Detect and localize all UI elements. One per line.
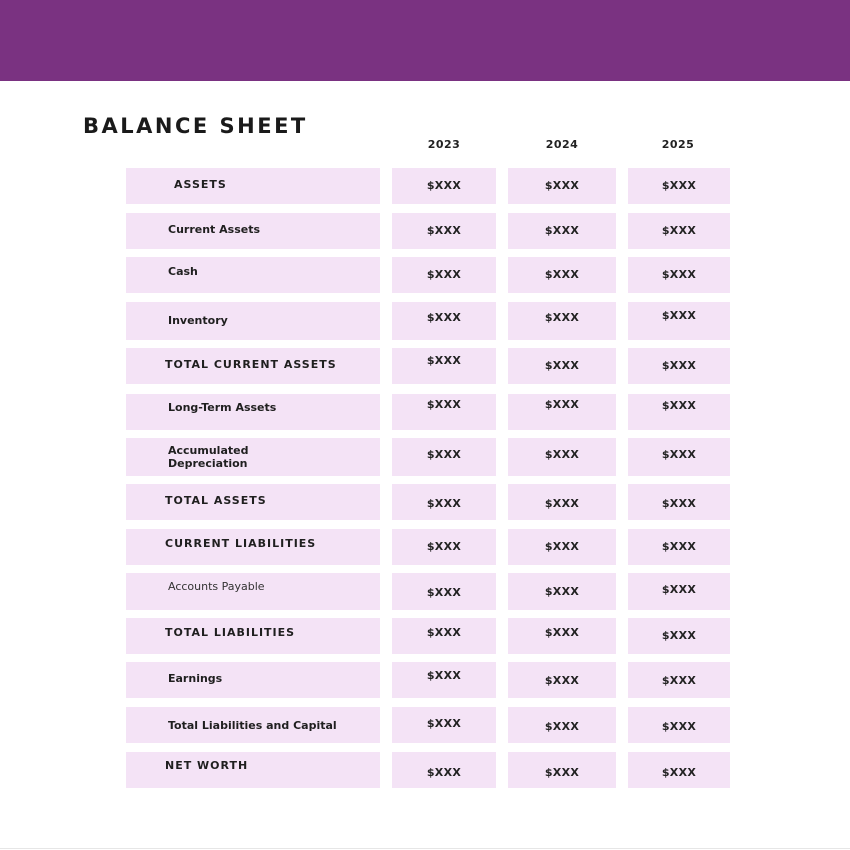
row-label: TOTAL ASSETS xyxy=(165,494,267,507)
value: $XXX xyxy=(661,359,697,372)
value: $XXX xyxy=(544,720,580,733)
value-cell-2025 xyxy=(628,662,730,698)
table-row-inventory xyxy=(0,302,850,338)
value: $XXX xyxy=(661,224,697,237)
row-label-cell xyxy=(126,438,380,476)
row-label: CURRENT LIABILITIES xyxy=(165,537,317,550)
value: $XXX xyxy=(544,359,580,372)
value: $XXX xyxy=(426,586,462,599)
value-cell-2023 xyxy=(392,348,496,384)
value-cell-2023 xyxy=(392,168,496,204)
value-cell-2024 xyxy=(508,213,616,249)
table-row-earnings xyxy=(0,662,850,698)
value-cell-2023 xyxy=(392,529,496,565)
value-cell-2024 xyxy=(508,707,616,743)
value: $XXX xyxy=(544,268,580,281)
value-cell-2025 xyxy=(628,348,730,384)
value-cell-2023 xyxy=(392,752,496,788)
value: $XXX xyxy=(544,398,580,411)
value: $XXX xyxy=(544,674,580,687)
value: $XXX xyxy=(544,179,580,192)
value: $XXX xyxy=(426,626,462,639)
value-cell-2025 xyxy=(628,707,730,743)
value: $XXX xyxy=(426,540,462,553)
row-label-cell xyxy=(126,662,380,698)
value: $XXX xyxy=(426,717,462,730)
row-label: Total Liabilities and Capital xyxy=(168,719,337,732)
value-cell-2025 xyxy=(628,438,730,476)
value-cell-2023 xyxy=(392,573,496,610)
row-label-cell xyxy=(126,213,380,249)
value: $XXX xyxy=(426,311,462,324)
value-cell-2023 xyxy=(392,618,496,654)
value: $XXX xyxy=(544,448,580,461)
table-row-total-current-assets xyxy=(0,348,850,384)
row-label: Cash xyxy=(168,265,198,278)
value: $XXX xyxy=(661,720,697,733)
value: $XXX xyxy=(544,311,580,324)
value: $XXX xyxy=(661,179,697,192)
value: $XXX xyxy=(426,268,462,281)
table-row-net-worth xyxy=(0,752,850,788)
row-label: Inventory xyxy=(168,314,228,327)
value: $XXX xyxy=(426,224,462,237)
value-cell-2023 xyxy=(392,707,496,743)
value: $XXX xyxy=(426,179,462,192)
year-header-2023: 2023 xyxy=(427,138,461,151)
value: $XXX xyxy=(426,497,462,510)
value-cell-2025 xyxy=(628,529,730,565)
table-row-total-assets xyxy=(0,484,850,520)
value: $XXX xyxy=(661,268,697,281)
value: $XXX xyxy=(661,497,697,510)
row-label: Earnings xyxy=(168,672,223,685)
table-row-current-liabilities xyxy=(0,529,850,565)
value: $XXX xyxy=(426,669,462,682)
value-cell-2023 xyxy=(392,394,496,430)
table-row-assets xyxy=(0,168,850,204)
value-cell-2024 xyxy=(508,529,616,565)
value: $XXX xyxy=(544,585,580,598)
value-cell-2025 xyxy=(628,573,730,610)
value-cell-2024 xyxy=(508,348,616,384)
value-cell-2025 xyxy=(628,752,730,788)
row-label: TOTAL CURRENT ASSETS xyxy=(165,358,337,371)
row-label-cell xyxy=(126,168,380,204)
value: $XXX xyxy=(661,448,697,461)
row-label: Long-Term Assets xyxy=(168,401,277,414)
row-label-cell xyxy=(126,348,380,384)
page-title: BALANCE SHEET xyxy=(83,114,308,138)
row-label: Accumulated Depreciation xyxy=(168,444,249,470)
value: $XXX xyxy=(544,540,580,553)
value-cell-2023 xyxy=(392,302,496,340)
value: $XXX xyxy=(661,674,697,687)
value-cell-2024 xyxy=(508,662,616,698)
value: $XXX xyxy=(544,224,580,237)
row-label-cell xyxy=(126,257,380,293)
table-row-current-assets xyxy=(0,213,850,249)
value: $XXX xyxy=(661,540,697,553)
row-label: NET WORTH xyxy=(165,759,249,772)
value: $XXX xyxy=(544,626,580,639)
value-cell-2025 xyxy=(628,302,730,340)
value-cell-2024 xyxy=(508,573,616,610)
table-row-total-liabilities xyxy=(0,618,850,654)
value: $XXX xyxy=(544,497,580,510)
value-cell-2025 xyxy=(628,257,730,293)
value-cell-2024 xyxy=(508,618,616,654)
row-label-cell xyxy=(126,573,380,610)
value-cell-2024 xyxy=(508,752,616,788)
value: $XXX xyxy=(426,398,462,411)
value-cell-2024 xyxy=(508,484,616,520)
value-cell-2025 xyxy=(628,484,730,520)
value-cell-2023 xyxy=(392,662,496,698)
value-cell-2023 xyxy=(392,438,496,476)
value: $XXX xyxy=(426,766,462,779)
value-cell-2025 xyxy=(628,213,730,249)
row-label: Current Assets xyxy=(168,223,261,236)
value-cell-2024 xyxy=(508,302,616,340)
value-cell-2024 xyxy=(508,438,616,476)
page-bottom-rule xyxy=(0,848,850,849)
row-label: ASSETS xyxy=(174,178,227,191)
value-cell-2025 xyxy=(628,168,730,204)
value-cell-2023 xyxy=(392,213,496,249)
row-label-cell xyxy=(126,618,380,654)
row-label-cell xyxy=(126,752,380,788)
row-label-cell xyxy=(126,484,380,520)
value-cell-2024 xyxy=(508,168,616,204)
year-header-2025: 2025 xyxy=(661,138,695,151)
value-cell-2025 xyxy=(628,618,730,654)
value: $XXX xyxy=(661,629,697,642)
value-cell-2025 xyxy=(628,394,730,430)
table-row-cash xyxy=(0,257,850,293)
value: $XXX xyxy=(661,766,697,779)
value-cell-2023 xyxy=(392,257,496,293)
table-row-total-liabilities-and-capital xyxy=(0,707,850,743)
table-row-accounts-payable xyxy=(0,573,850,609)
row-label: Accounts Payable xyxy=(168,580,265,593)
value-cell-2024 xyxy=(508,257,616,293)
value: $XXX xyxy=(661,309,697,322)
table-row-long-term-assets xyxy=(0,394,850,430)
table-row-accumulated-depreciation xyxy=(0,438,850,474)
header-band xyxy=(0,0,850,81)
row-label-cell xyxy=(126,529,380,565)
row-label: TOTAL LIABILITIES xyxy=(165,626,296,639)
value: $XXX xyxy=(661,399,697,412)
value: $XXX xyxy=(661,583,697,596)
year-header-2024: 2024 xyxy=(545,138,579,151)
value: $XXX xyxy=(426,448,462,461)
row-label-cell xyxy=(126,302,380,340)
value: $XXX xyxy=(544,766,580,779)
value: $XXX xyxy=(426,354,462,367)
row-label-cell xyxy=(126,707,380,743)
value-cell-2023 xyxy=(392,484,496,520)
row-label-cell xyxy=(126,394,380,430)
value-cell-2024 xyxy=(508,394,616,430)
